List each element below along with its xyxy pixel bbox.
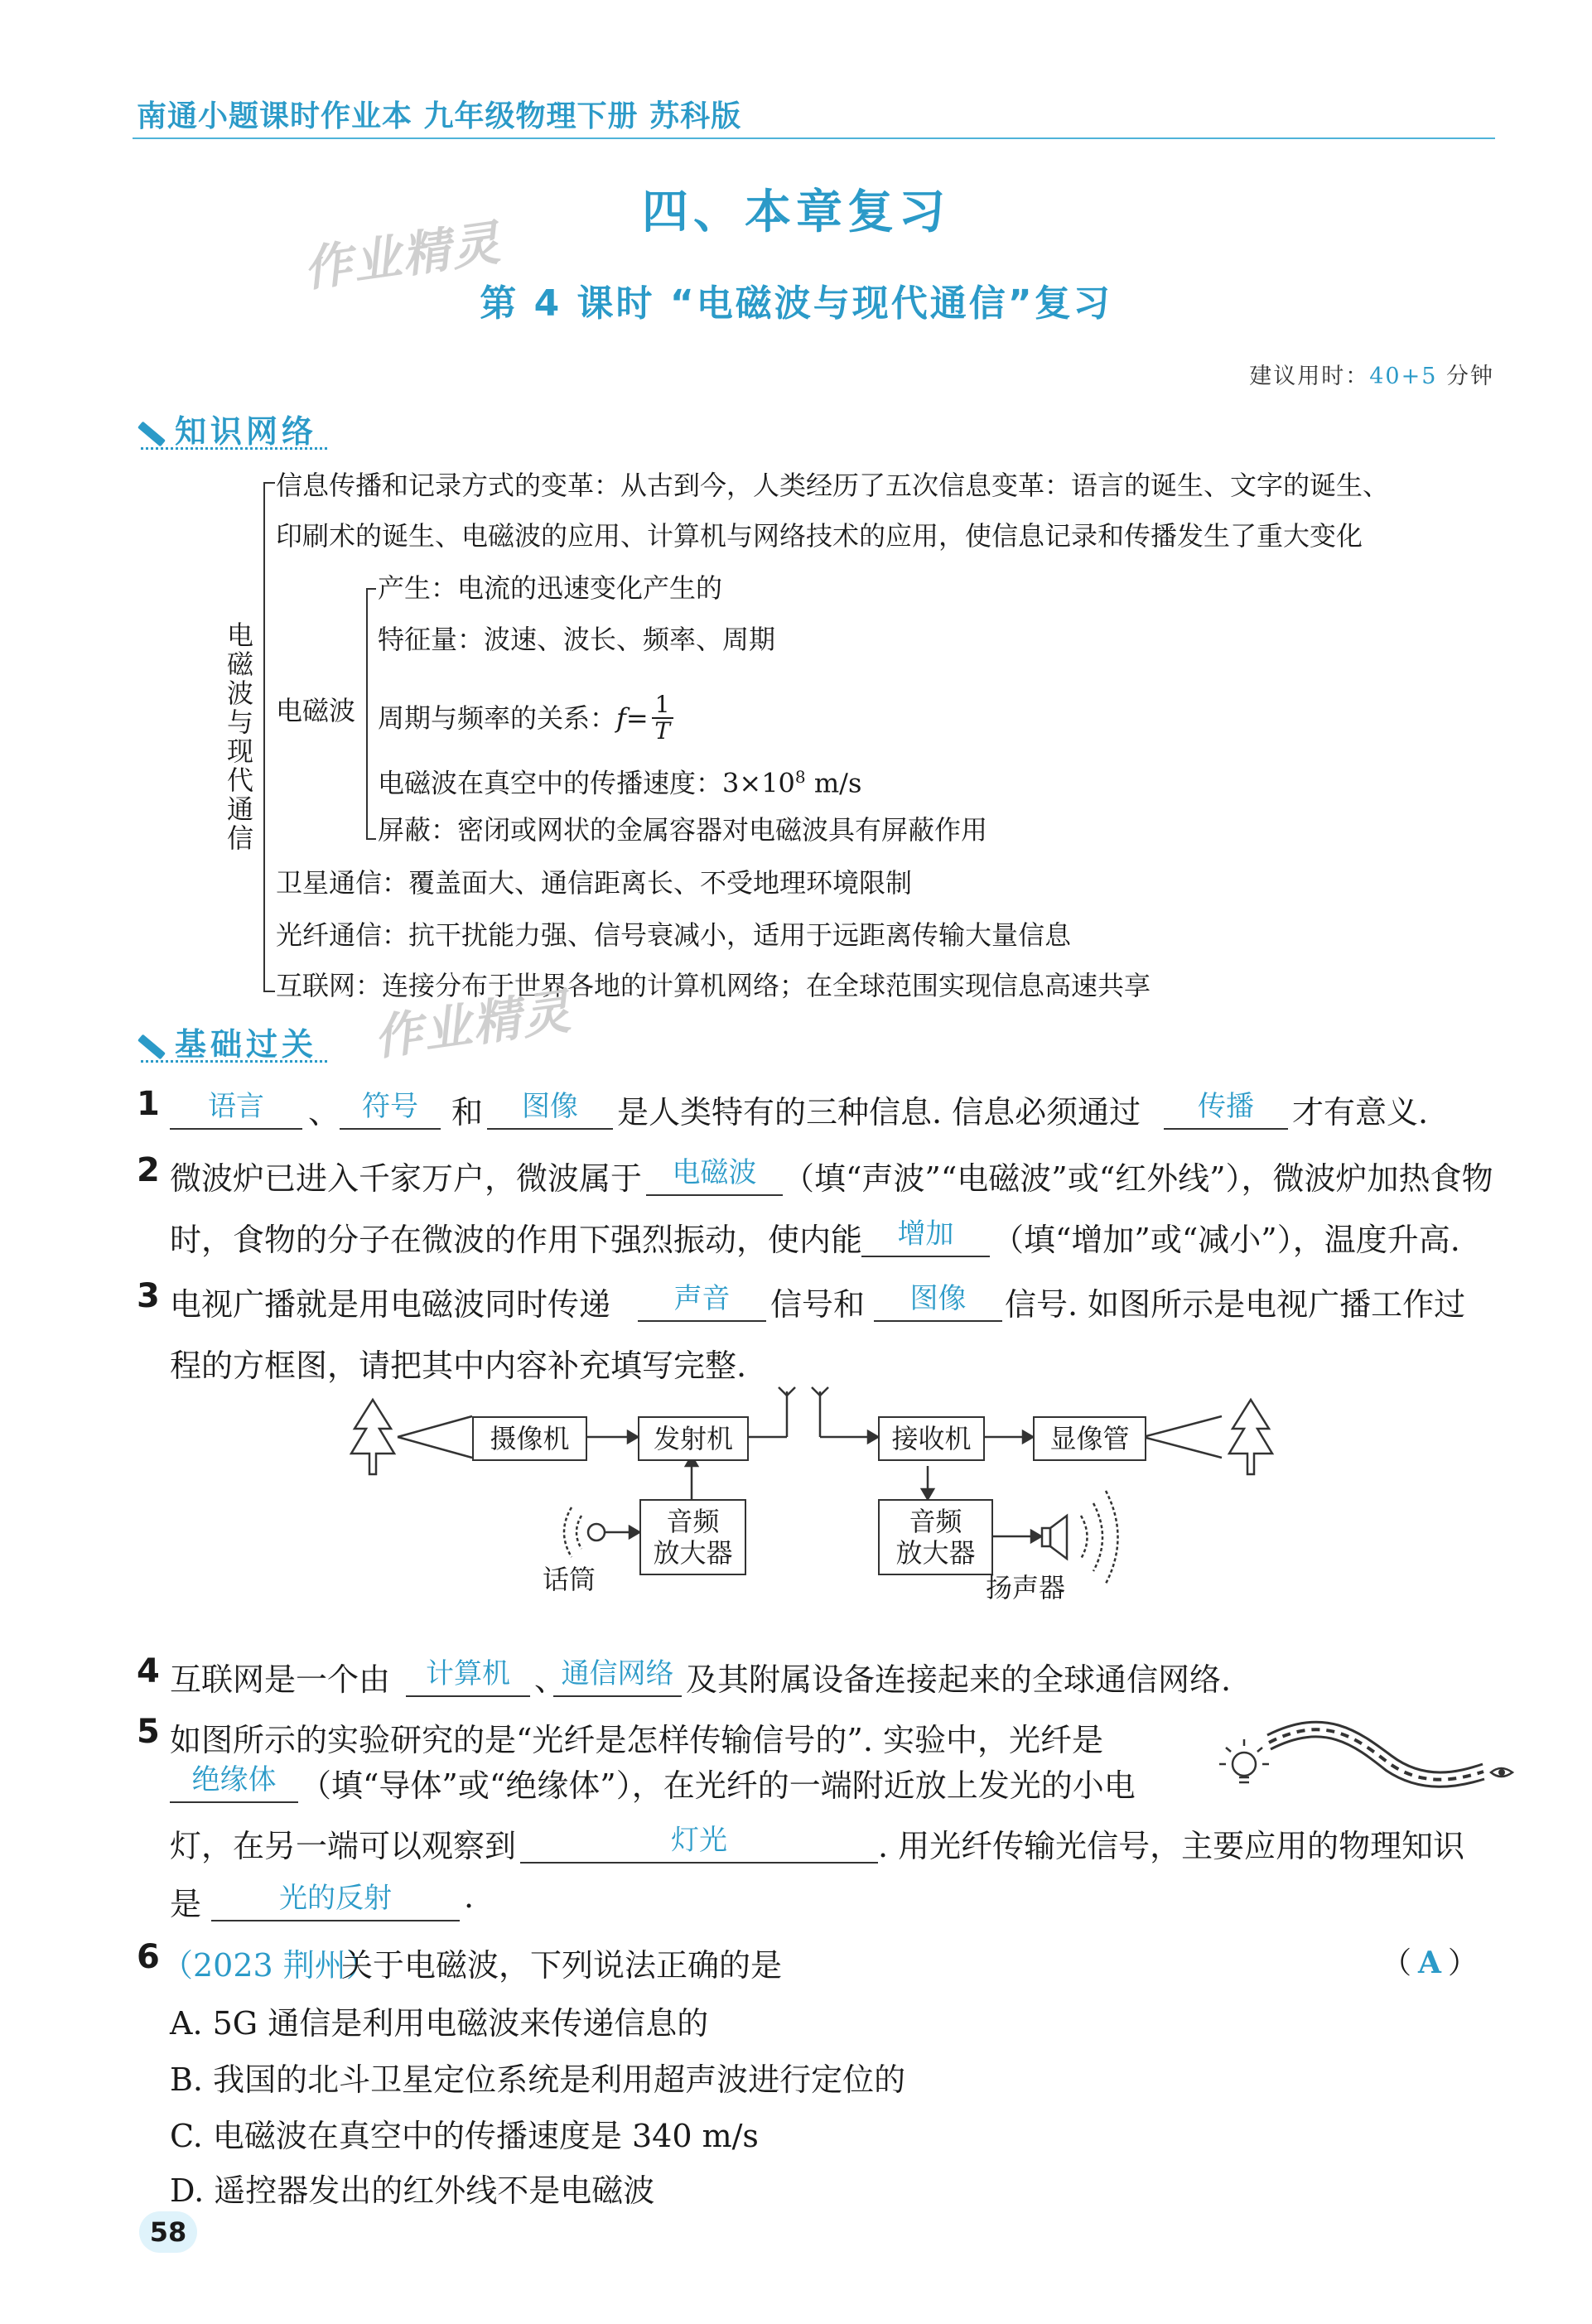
q6-option-b: B. 我国的北斗卫星定位系统是利用超声波进行定位的 [170, 2061, 906, 2098]
q4-text-a: 互联网是一个由 [170, 1661, 391, 1698]
answer: 符号 [362, 1090, 418, 1123]
q2-line2a: 时，食物的分子在微波的作用下强烈振动，使内能 [170, 1222, 863, 1258]
q3-line1a: 电视广播就是用电磁波同时传递 [170, 1286, 611, 1323]
blank[interactable] [1164, 1128, 1288, 1130]
network-info-change-line1: 信息传播和记录方式的变革：从古到今，人类经历了五次信息变革：语言的诞生、文字的诞生、 [276, 470, 1390, 501]
network-em-speed [378, 760, 861, 800]
relation-prefix: 周期与频率的关系： [378, 702, 617, 734]
q3-line2: 程的方框图，请把其中内容补充填写完整. [170, 1348, 747, 1384]
fraction-numerator: 1 [654, 691, 670, 718]
blank[interactable] [861, 1256, 990, 1257]
answer: 光的反射 [279, 1882, 392, 1915]
blank[interactable] [170, 1128, 302, 1130]
answer: 计算机 [426, 1657, 510, 1690]
network-em-relation [378, 692, 673, 744]
q4-text-b: 及其附属设备连接起来的全球通信网络. [686, 1661, 1232, 1698]
q2-line2b: （填“增加”或“减小”），温度升高. [992, 1222, 1460, 1258]
q5-line4b: . [464, 1878, 475, 1915]
relation-eq: = [625, 702, 649, 734]
answer: 图像 [909, 1282, 967, 1315]
paren-left: （ [1382, 1946, 1412, 1980]
transmitter-box: 发射机 [638, 1416, 749, 1461]
optical-fiber-figure [1209, 1706, 1524, 1797]
fraction-denominator: T [654, 717, 671, 745]
q6-option-c: C. 电磁波在真空中的传播速度是 340 m/s [170, 2118, 759, 2154]
blank[interactable] [646, 1194, 783, 1196]
blank[interactable] [553, 1695, 682, 1697]
tv-broadcast-diagram [348, 1383, 1292, 1607]
q5-line1: 如图所示的实验研究的是“光纤是怎样传输信号的”. 实验中，光纤是 [170, 1722, 1104, 1758]
section-basic [137, 1019, 317, 1064]
section-basic-label: 基础过关 [175, 1026, 318, 1063]
suggested-time [1249, 358, 1494, 390]
answer: 灯光 [671, 1824, 727, 1857]
q6-answer-bracket [1382, 1940, 1478, 1982]
speaker-label: 扬声器 [986, 1572, 1066, 1603]
q5-line4a: 是 [170, 1886, 202, 1922]
q5-line3b: . 用光纤传输光信号，主要应用的物理知识 [878, 1828, 1465, 1864]
question-number: 3 [137, 1277, 160, 1315]
header-rule [133, 137, 1495, 139]
answer: 增加 [897, 1217, 954, 1251]
q6-source: （2023 荆州） [162, 1947, 378, 1984]
watermark: 作业精灵 [370, 982, 576, 1067]
relation-fraction [652, 692, 673, 744]
q1-text2: 才有意义. [1292, 1094, 1429, 1131]
q3-line1c: 信号. 如图所示是电视广播工作过 [1005, 1286, 1466, 1323]
q3-line1b: 信号和 [770, 1286, 866, 1323]
lesson-title: 第 4 课时 “电磁波与现代通信”复习 [480, 282, 1112, 325]
watermark: 作业精灵 [300, 214, 505, 298]
q6-option-a: A. 5G 通信是利用电磁波来传递信息的 [170, 2005, 709, 2042]
picture-tube-box: 显像管 [1033, 1416, 1146, 1461]
audio-amplifier-box-right [878, 1499, 993, 1575]
question-number: 4 [137, 1652, 160, 1690]
conjunction: 和 [451, 1094, 484, 1131]
speed-value: 3×10 [722, 767, 795, 799]
speed-prefix: 电磁波在真空中的传播速度： [378, 767, 723, 799]
answer: 传播 [1198, 1090, 1254, 1123]
suggested-time-unit: 分钟 [1446, 364, 1494, 389]
network-info-change-line2: 印刷术的诞生、电磁波的应用、计算机与网络技术的应用，使信息记录和传播发生了重大变化 [276, 520, 1363, 552]
answer: 图像 [522, 1090, 578, 1123]
q2-line1b: （填“声波”“电磁波”或“红外线”），微波炉加热食物 [783, 1160, 1493, 1197]
microphone-label: 话筒 [543, 1564, 596, 1595]
question-number: 1 [137, 1085, 160, 1123]
answer: 绝缘体 [191, 1763, 277, 1796]
q6-answer: A [1418, 1946, 1441, 1980]
q5-line2: （填“导体”或“绝缘体”），在光纤的一端附近放上发光的小电 [300, 1767, 1136, 1804]
answer: 通信网络 [561, 1657, 674, 1690]
blank[interactable] [638, 1320, 766, 1322]
network-internet: 互联网：连接分布于世界各地的计算机网络；在全球范围实现信息高速共享 [276, 970, 1151, 1001]
q2-line1a: 微波炉已进入千家万户，微波属于 [170, 1160, 643, 1197]
separator: 、 [308, 1094, 340, 1131]
q5-line3a: 灯，在另一端可以观察到 [170, 1828, 517, 1864]
paren-right: ） [1447, 1946, 1478, 1980]
question-number: 6 [137, 1938, 160, 1976]
network-em-shield: 屏蔽：密闭或网状的金属容器对电磁波具有屏蔽作用 [378, 814, 988, 846]
audio-amp-label-line2: 放大器 [895, 1537, 976, 1569]
speed-unit: m/s [805, 767, 862, 799]
q6-option-d: D. 遥控器发出的红外线不是电磁波 [170, 2172, 655, 2209]
network-root: 电磁波与现代通信 [226, 620, 253, 854]
audio-amp-label-line2: 放大器 [653, 1537, 733, 1569]
audio-amp-label-line1: 音频 [666, 1506, 720, 1537]
book-header-title: 南通小题课时作业本 九年级物理下册 苏科版 [137, 99, 742, 133]
audio-amplifier-box-left [639, 1499, 746, 1575]
blank[interactable] [520, 1862, 878, 1864]
bulb-icon [1233, 1753, 1256, 1776]
network-em-brace [366, 588, 376, 840]
pen-icon [137, 421, 166, 446]
pen-icon [137, 1034, 166, 1059]
chapter-title: 四、本章复习 [642, 186, 950, 239]
blank[interactable] [340, 1128, 441, 1130]
blank[interactable] [487, 1128, 613, 1130]
network-root-brace [263, 482, 275, 992]
q6-stem: 关于电磁波，下列说法正确的是 [341, 1947, 783, 1984]
answer: 语言 [208, 1090, 264, 1123]
suggested-time-value: 40+5 [1369, 364, 1438, 389]
receiver-box: 接收机 [878, 1416, 985, 1461]
section-knowledge-network [137, 406, 317, 451]
network-satellite: 卫星通信：覆盖面大、通信距离长、不受地理环境限制 [276, 867, 913, 899]
separator: 、 [534, 1661, 567, 1698]
network-fiber: 光纤通信：抗干扰能力强、信号衰减小，适用于远距离传输大量信息 [276, 919, 1072, 951]
camera-box: 摄像机 [472, 1416, 587, 1461]
blank[interactable] [170, 1801, 298, 1803]
question-number: 2 [137, 1151, 160, 1189]
suggested-time-label: 建议用时： [1249, 364, 1370, 389]
audio-amp-label-line1: 音频 [909, 1506, 962, 1537]
relation-f: f [616, 702, 626, 734]
blank[interactable] [874, 1320, 1002, 1322]
network-em-label: 电磁波 [276, 695, 356, 726]
network-em-features: 特征量：波速、波长、频率、周期 [378, 624, 776, 655]
network-em-production: 产生：电流的迅速变化产生的 [378, 572, 723, 604]
answer: 声音 [673, 1282, 731, 1315]
blank[interactable] [406, 1695, 530, 1697]
section-underline [141, 1060, 327, 1063]
page-number: 58 [139, 2211, 197, 2253]
question-number: 5 [137, 1713, 160, 1751]
section-knowledge-network-label: 知识网络 [175, 413, 318, 450]
blank[interactable] [211, 1920, 460, 1921]
section-underline [141, 447, 327, 450]
q1-text1: 是人类特有的三种信息. 信息必须通过 [617, 1094, 1141, 1131]
speed-exponent: 8 [794, 767, 806, 787]
answer: 电磁波 [672, 1156, 757, 1189]
